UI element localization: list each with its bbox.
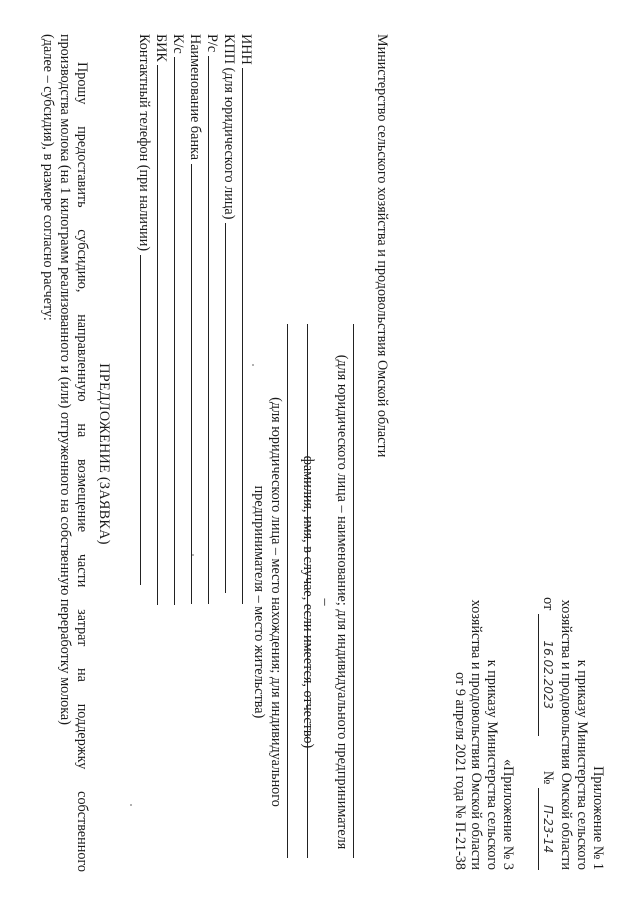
- field-inn-label: ИНН: [238, 34, 254, 65]
- addressee: Министерство сельского хозяйства и продовольствия Омской области: [374, 34, 390, 458]
- field-account-value: [208, 56, 209, 604]
- field-bik: [152, 34, 169, 605]
- appendix1-line2: хозяйства и продовольствия Омской области: [558, 599, 574, 870]
- proposal-title: ПРЕДЛОЖЕНИЕ (ЗАЯВКА): [96, 363, 112, 545]
- order-date-handwritten: 16.02.2023: [538, 614, 556, 736]
- field-bank: [186, 34, 203, 604]
- proposal-body-line1: Прошу предоставить субсидию, направленную на возмещение части затрат на поддержку собственного: [74, 62, 90, 872]
- scan-speck: [252, 364, 254, 366]
- field-corr-account-label: К/с: [170, 34, 186, 54]
- field-phone-label: Контактный телефон (при наличии): [136, 34, 152, 252]
- scan-speck: [192, 554, 194, 556]
- field-phone: [135, 34, 152, 585]
- field-bank-value: [191, 164, 192, 604]
- number-label: №: [540, 770, 556, 785]
- from-label: от: [540, 597, 556, 611]
- appendix3-title: «Приложение № 3: [500, 759, 516, 870]
- rotated-document-content: [26, 34, 606, 874]
- field-kpp-value: [225, 223, 226, 593]
- applicant-name-hint-1: (для юридического лица – наименование; для индивидуального предпринимателя –: [317, 354, 350, 850]
- appendix1-line1: к приказу Министерства сельского: [574, 659, 590, 870]
- appendix1-order-line: [538, 597, 556, 870]
- location-line: [287, 324, 288, 858]
- applicant-name-line-2: [307, 324, 308, 858]
- location-hint-1: (для юридического лица – место нахождения; для индивидуального: [268, 397, 284, 807]
- appendix3-line1: к приказу Министерства сельского: [484, 659, 500, 870]
- appendix3-line2: хозяйства и продовольствия Омской области: [468, 599, 484, 870]
- field-bank-label: Наименование банка: [187, 34, 203, 161]
- applicant-name-line: [353, 324, 354, 858]
- field-kpp-label: КПП (для юридического лица): [221, 34, 237, 220]
- proposal-body-line2: производства молока (на 1 килограмм реализованного и (или) отгруженного на собственную переработку молока): [57, 34, 73, 725]
- order-number-handwritten: П-23-14: [538, 788, 556, 870]
- field-corr-account-value: [174, 57, 175, 605]
- field-inn: [237, 34, 254, 604]
- applicant-name-hint-2: фамилия, имя, в случае, если имеется, отчество): [300, 455, 316, 749]
- proposal-body-line3: (далее – субсидия), в размере согласно расчету:: [40, 34, 56, 321]
- field-bik-value: [157, 65, 158, 605]
- field-inn-value: [242, 68, 243, 604]
- field-bik-label: БИК: [153, 34, 169, 62]
- field-kpp: [220, 34, 237, 593]
- field-account: [203, 34, 220, 604]
- field-phone-value: [140, 255, 141, 585]
- field-account-label: Р/с: [204, 34, 220, 53]
- appendix1-title: Приложение № 1: [590, 766, 606, 870]
- field-corr-account: [169, 34, 186, 605]
- appendix3-line3: от 9 апреля 2021 года № П-21-38: [452, 672, 468, 870]
- scan-speck: [130, 804, 132, 806]
- location-hint-2: предпринимателя – место жительства): [251, 485, 267, 719]
